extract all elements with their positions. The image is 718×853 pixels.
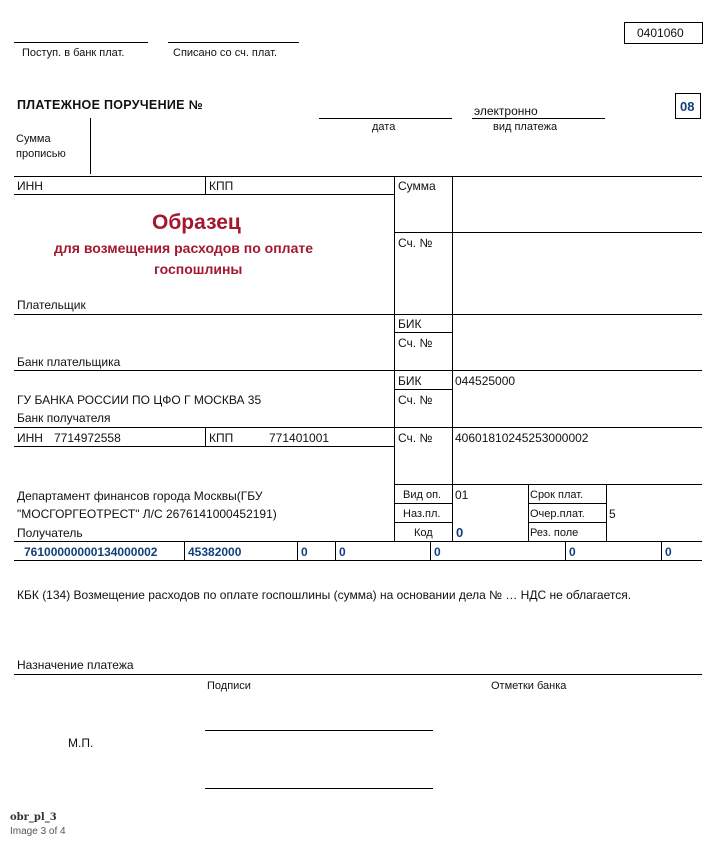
payment-order-label: Очер.плат. [530, 508, 585, 520]
sample-watermark-subtitle-2: госпошлины [154, 261, 243, 277]
grid-line [394, 232, 702, 233]
code-label: Код [414, 527, 433, 539]
grid-line [14, 314, 702, 315]
payer-bank-account-label: Сч. № [398, 336, 433, 350]
reserve-field-label: Рез. поле [530, 527, 579, 539]
payment-purpose-label: Назначение платежа [17, 658, 134, 672]
payee-name: Департамент финансов города Москвы(ГБУ [17, 489, 263, 503]
operation-type-value: 01 [455, 488, 469, 502]
grid-line [430, 541, 431, 560]
payee-bank-name: ГУ БАНКА РОССИИ ПО ЦФО Г МОСКВА 35 [17, 393, 262, 407]
grid-line [205, 427, 206, 446]
payment-purpose-text: КБК (134) Возмещение расходов по оплате госпошлины (сумма) на основании дела № … НДС не облагается. [17, 588, 632, 602]
payee-label: Получатель [17, 526, 83, 540]
grid-line [335, 541, 336, 560]
amount-label: Сумма [398, 179, 436, 193]
payer-label: Плательщик [17, 298, 86, 312]
payee-account-value: 40601810245253000002 [455, 431, 589, 445]
debited-label: Списано со сч. плат. [173, 47, 278, 59]
signatures-label: Подписи [207, 680, 251, 692]
payer-bank-bik-label: БИК [398, 317, 422, 331]
grid-line [606, 484, 607, 541]
grid-line [394, 484, 702, 485]
grid-line [14, 427, 702, 428]
number-date-line [319, 118, 452, 119]
tax-field-period: 0 [339, 545, 346, 559]
tax-field-kbk: 76100000000134000002 [24, 545, 158, 559]
grid-line [394, 522, 452, 523]
received-line [14, 42, 148, 43]
amount-words-label: Сумма прописью [16, 133, 66, 160]
payee-kpp-label: КПП [209, 431, 234, 445]
grid-line [184, 541, 185, 560]
grid-line [528, 522, 606, 523]
payee-inn-value: 7714972558 [54, 431, 121, 445]
date-label: дата [372, 121, 396, 133]
grid-line [528, 484, 529, 541]
grid-line [661, 541, 662, 560]
payer-account-label: Сч. № [398, 236, 433, 250]
payee-account-label: Сч. № [398, 431, 433, 445]
tax-field-type: 0 [665, 545, 672, 559]
signature-line-1 [205, 730, 433, 731]
grid-line [297, 541, 298, 560]
image-counter: Image 3 of 4 [10, 826, 66, 837]
grid-line [394, 503, 452, 504]
payment-type-label: вид платежа [493, 121, 558, 133]
payer-kpp-label: КПП [209, 179, 234, 193]
received-label: Поступ. в банк плат. [22, 47, 125, 59]
tax-field-doc-date: 0 [569, 545, 576, 559]
grid-line [14, 446, 394, 447]
payer-bank-label: Банк плательщика [17, 355, 121, 369]
grid-line [528, 503, 606, 504]
sample-watermark-title: Образец [152, 211, 241, 234]
grid-line [14, 176, 702, 177]
grid-line [565, 541, 566, 560]
grid-line [14, 541, 702, 542]
payee-bank-label: Банк получателя [17, 411, 111, 425]
payer-inn-label: ИНН [17, 179, 43, 193]
payment-purpose-code-label: Наз.пл. [403, 508, 441, 520]
form-code: 0401060 [637, 26, 684, 40]
grid-line [205, 176, 206, 194]
status-code: 08 [680, 99, 695, 114]
code-value: 0 [456, 525, 464, 540]
grid-line [14, 194, 394, 195]
image-caption-name: obr_pl_3 [10, 812, 57, 823]
grid-line [394, 389, 452, 390]
payee-bank-account-label: Сч. № [398, 393, 433, 407]
payee-bank-bik-value: 044525000 [455, 374, 516, 388]
grid-line [394, 176, 395, 541]
payment-term-label: Срок плат. [530, 489, 584, 501]
amount-words-divider [90, 118, 91, 174]
grid-line [14, 370, 702, 371]
payment-type-value: электронно [474, 104, 538, 118]
grid-line [394, 332, 452, 333]
payment-order-value: 5 [609, 507, 616, 521]
signature-line-2 [205, 788, 433, 789]
bank-marks-label: Отметки банка [491, 680, 567, 692]
purpose-line [14, 674, 702, 675]
tax-field-doc-number: 0 [434, 545, 441, 559]
payee-inn-label: ИНН [17, 431, 43, 445]
debited-line [168, 42, 299, 43]
sample-watermark-subtitle: для возмещения расходов по оплате [54, 240, 314, 256]
stamp-label: М.П. [68, 736, 94, 750]
payment-type-line [472, 118, 605, 119]
operation-type-label: Вид оп. [403, 489, 442, 501]
payee-bank-bik-label: БИК [398, 374, 422, 388]
grid-line [14, 560, 702, 561]
tax-field-oktmo: 45382000 [188, 545, 242, 559]
payee-kpp-value: 771401001 [269, 431, 330, 445]
payee-name-2: "МОСГОРГЕОТРЕСТ" Л/С 2676141000452191) [17, 507, 277, 521]
tax-field-basis: 0 [301, 545, 308, 559]
page-title: ПЛАТЕЖНОЕ ПОРУЧЕНИЕ № [17, 98, 203, 112]
grid-line [452, 176, 453, 541]
